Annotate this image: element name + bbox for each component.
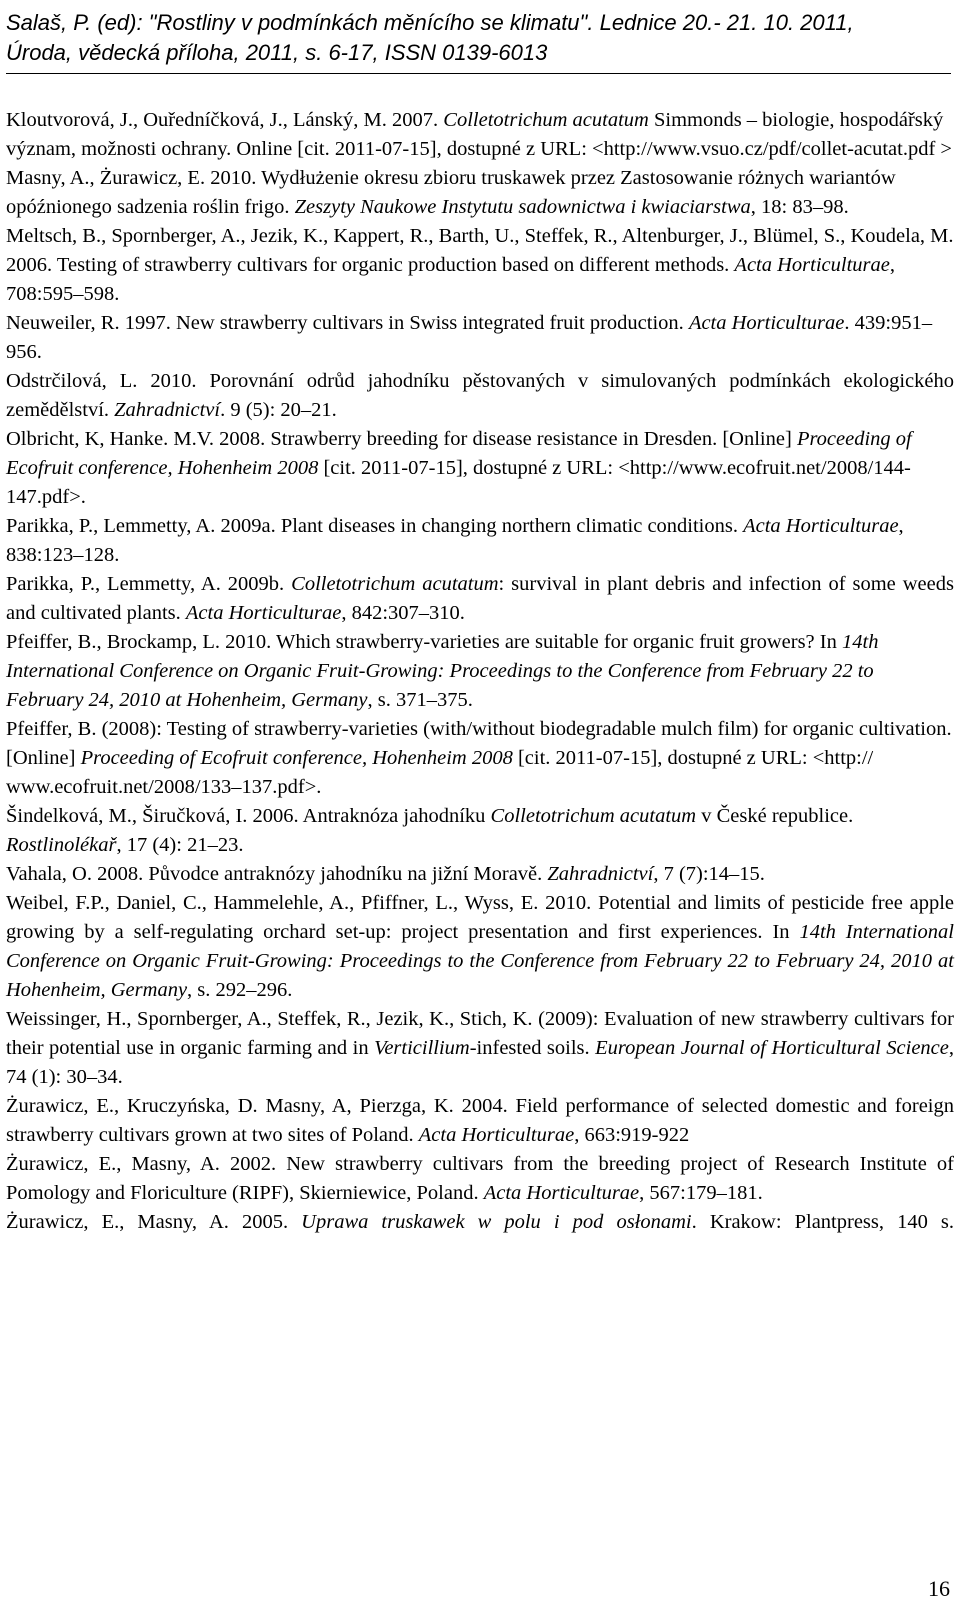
reference-masny-2010: Masny, A., Żurawicz, E. 2010. Wydłużenie okresu zbioru truskawek przez Zastosowanie różnych wariantów opóźnionego sadzenia roślin frigo. Zeszyty Naukowe Instytutu sadownictwa i kwiaciarstwa, 18: 83–98. [6, 167, 896, 218]
page-number: 16 [928, 1576, 950, 1601]
reference-neuweiler-1997: Neuweiler, R. 1997. New strawberry cultivars in Swiss integrated fruit production. Acta Horticulturae. 439:951–956. [6, 312, 933, 363]
header-citation-line-2: Úroda, vědecká příloha, 2011, s. 6-17, ISSN 0139-6013 [6, 40, 548, 65]
reference-pfeiffer-2008: Pfeiffer, B. (2008): Testing of strawberry-varieties (with/without biodegradable mulch film) for organic cultivation. [Online] Proceeding of Ecofruit conference, Hohenheim 2008 [cit. 2011-07-15], dostupné z URL: <http:// www.ecofruit.net/2008/133–137.pdf>. [6, 718, 952, 798]
reference-odstrcilova-2010: Odstrčilová, L. 2010. Porovnání odrůd jahodníku pěstovaných v simulovaných podmínkách ekologického zemědělství. Zahradnictví. 9 (5): 20–21. [6, 370, 954, 421]
header-citation-line-1: Salaš, P. (ed): "Rostliny v podmínkách měnícího se klimatu". Lednice 20.- 21. 10. 2011, [6, 10, 854, 35]
reference-meltsch-2006: Meltsch, B., Spornberger, A., Jezik, K., Kappert, R., Barth, U., Steffek, R., Altenburger, J., Blümel, S., Koudela, M. 2006. Testing of strawberry cultivars for organic production based on different methods. Acta Horticulturae, 708:595–598. [6, 225, 954, 305]
reference-sindelkova-2006: Šindelková, M., Širučková, I. 2006. Antraknóza jahodníku Colletotrichum acutatum v České republice. Rostlinolékař, 17 (4): 21–23. [6, 805, 854, 856]
reference-vahala-2008: Vahala, O. 2008. Původce antraknózy jahodníku na jižní Moravě. Zahradnictví, 7 (7):14–15. [6, 863, 765, 885]
reference-olbricht-2008: Olbricht, K, Hanke. M.V. 2008. Strawberry breeding for disease resistance in Dresden. [Online] Proceeding of Ecofruit conference, Hohenheim 2008 [cit. 2011-07-15], dostupné z URL: <http://www.ecofruit.net/2008/144-147.pdf>. [6, 428, 912, 508]
reference-zurawicz-2005: Żurawicz, E., Masny, A. 2005. Uprawa truskawek w polu i pod osłonami. Krakow: Plantpress, 140 s. [6, 1211, 954, 1233]
reference-kloutvorova-2007: Kloutvorová, J., Ouředníčková, J., Lánský, M. 2007. Colletotrichum acutatum Simmonds – biologie, hospodářský význam, možnosti ochrany. Online [cit. 2011-07-15], dostupné z URL: <http://www.vsuo.cz/pdf/collet-acutat.pdf > [6, 109, 952, 160]
reference-list [6, 106, 954, 1237]
page-header [6, 8, 951, 68]
reference-parikka-2009a: Parikka, P., Lemmetty, A. 2009a. Plant diseases in changing northern climatic conditions. Acta Horticulturae, 838:123–128. [6, 515, 904, 566]
reference-parikka-2009b: Parikka, P., Lemmetty, A. 2009b. Colletotrichum acutatum: survival in plant debris and infection of some weeds and cultivated plants. Acta Horticulturae, 842:307–310. [6, 573, 954, 624]
reference-zurawicz-2004: Żurawicz, E., Kruczyńska, D. Masny, A, Pierzga, K. 2004. Field performance of selected domestic and foreign strawberry cultivars grown at two sites of Poland. Acta Horticulturae, 663:919-922 [6, 1095, 954, 1146]
header-divider [6, 73, 951, 74]
reference-zurawicz-2002: Żurawicz, E., Masny, A. 2002. New strawberry cultivars from the breeding project of Research Institute of Pomology and Floriculture (RIPF), Skierniewice, Poland. Acta Horticulturae, 567:179–181. [6, 1153, 954, 1204]
reference-pfeiffer-2010: Pfeiffer, B., Brockamp, L. 2010. Which strawberry-varieties are suitable for organic fruit growers? In 14th International Conference on Organic Fruit-Growing: Proceedings to the Conference from February 22 to February 24, 2010 at Hohenheim, Germany, s. 371–375. [6, 631, 879, 711]
reference-weibel-2010: Weibel, F.P., Daniel, C., Hammelehle, A., Pfiffner, L., Wyss, E. 2010. Potential and limits of pesticide free apple growing by a self-regulating orchard set-up: project presentation and first experiences. In 14th International Conference on Organic Fruit-Growing: Proceedings to the Conference from February 22 to February 24, 2010 at Hohenheim, Germany, s. 292–296. [6, 892, 954, 1001]
reference-weissinger-2009: Weissinger, H., Spornberger, A., Steffek, R., Jezik, K., Stich, K. (2009): Evaluation of new strawberry cultivars for their potential use in organic farming and in Verticillium-infested soils. European Journal of Horticultural Science, 74 (1): 30–34. [6, 1008, 954, 1088]
